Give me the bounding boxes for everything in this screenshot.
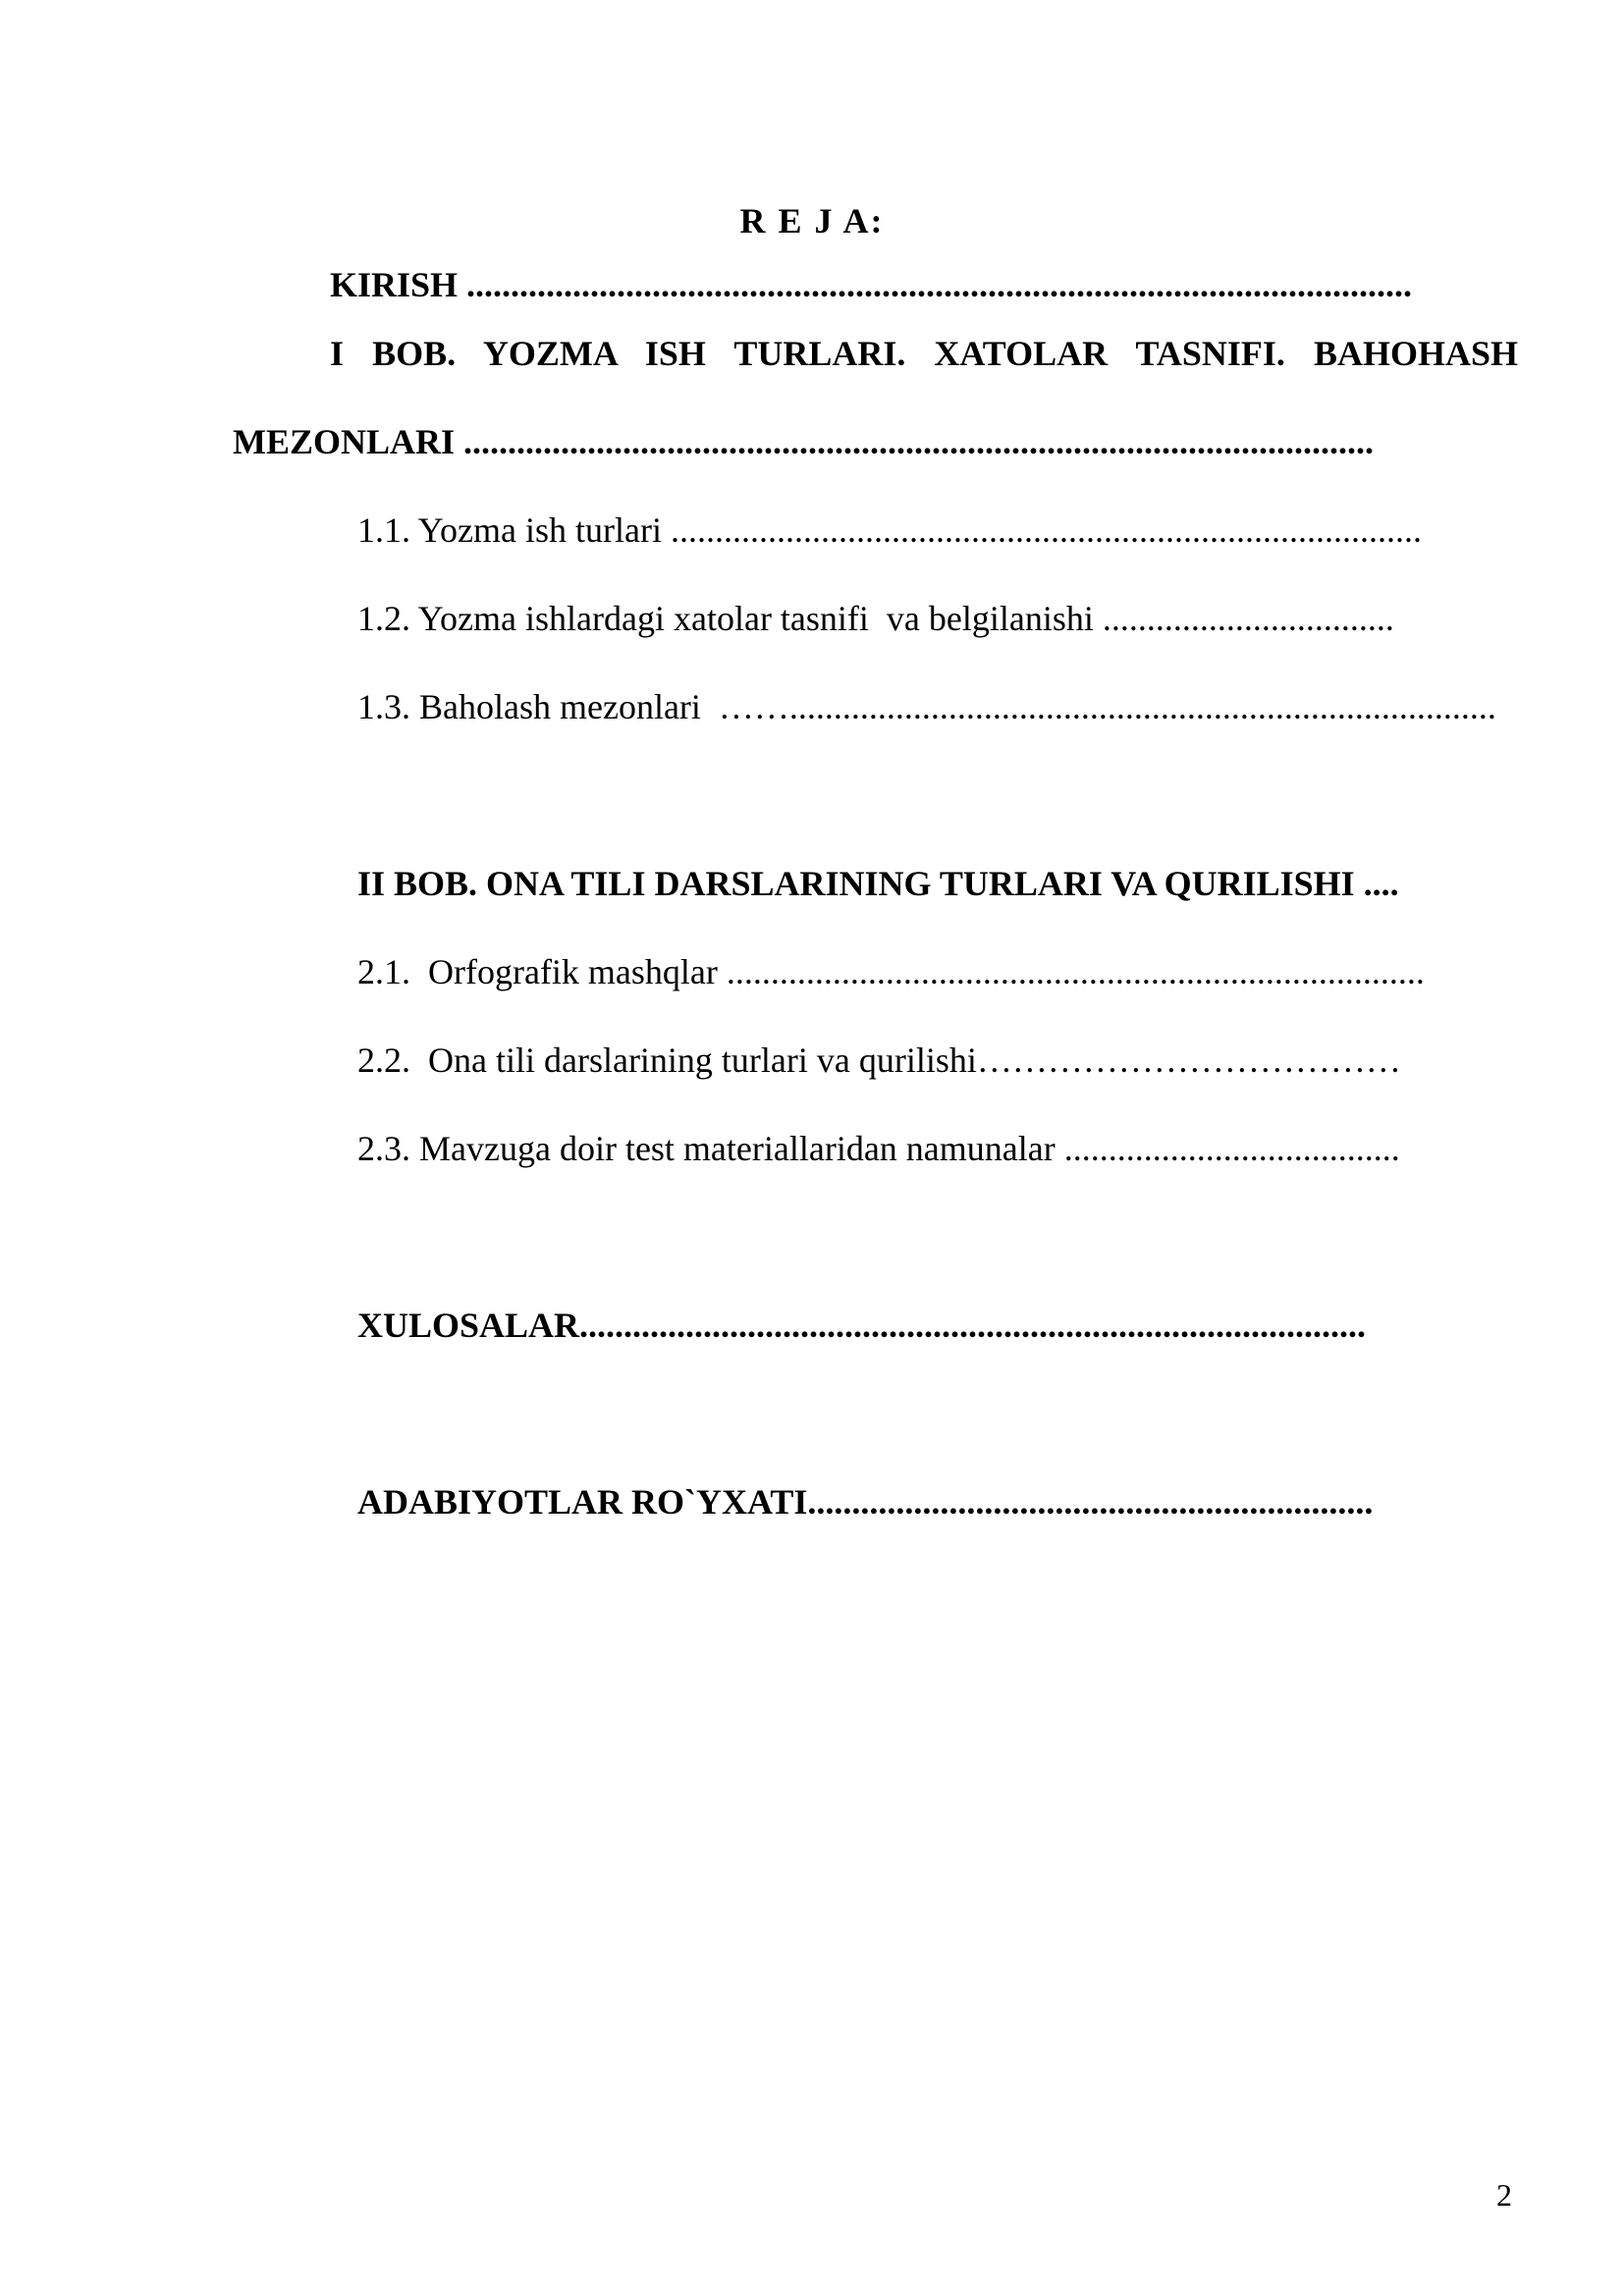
toc-entry-2-1: 2.1. Orfografik mashqlar ...............................................................................	[357, 952, 1425, 991]
toc-entry-references: ADABIYOTLAR RO`YXATI................................................................	[357, 1482, 1374, 1522]
toc-entry-kirish: KIRISH ...........................................................................................................	[330, 265, 1413, 304]
toc-entry-2-2: 2.2. Ona tili darslarining turlari va qurilishi………………………………	[357, 1041, 1401, 1080]
toc-entry-conclusions: XULOSALAR.........................................................................................	[357, 1306, 1367, 1345]
toc-chapter-1-heading: I BOB. YOZMA ISH TURLARI. XATOLAR TASNIFI. BAHOHASH	[330, 334, 1518, 373]
toc-entry-1-2: 1.2. Yozma ishlardagi xatolar tasnifi va belgilanishi .................................	[357, 599, 1394, 638]
toc-chapter-1-heading-cont: MEZONLARI .......................................................................................................	[233, 422, 1375, 461]
toc-entry-1-1: 1.1. Yozma ish turlari .....................................................................................	[357, 510, 1422, 550]
toc-chapter-2-heading: II BOB. ONA TILI DARSLARINING TURLARI VA QURILISHI ....	[357, 864, 1399, 903]
toc-entry-2-3: 2.3. Mavzuga doir test materiallaridan namunalar ......................................	[357, 1129, 1400, 1168]
toc-title: R E J A:	[739, 201, 885, 240]
toc-entry-1-3: 1.3. Baholash mezonlari ……................................................................................	[357, 687, 1496, 726]
page-number: 2	[1496, 2177, 1512, 2213]
